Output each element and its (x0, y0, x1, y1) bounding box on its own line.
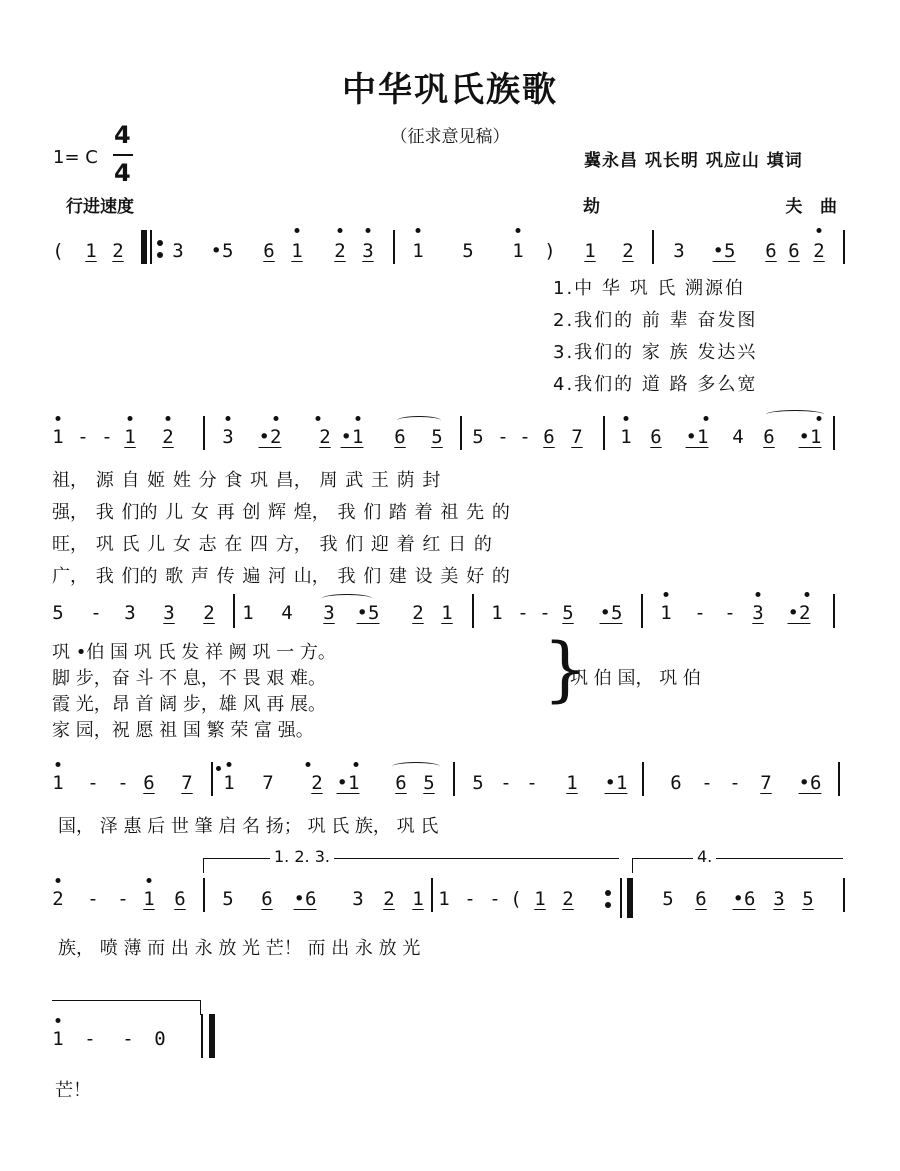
barline (233, 594, 235, 628)
note: 6 (394, 426, 406, 448)
note: - (701, 772, 713, 794)
octave-dot (356, 416, 361, 421)
lyric-verse-4: 广， 我 们的 歌 声 传 遍 河 山， 我 们 建 设 美 好 的 (52, 566, 510, 587)
octave-dot (128, 416, 133, 421)
page-title: 中华巩氏族歌 (342, 70, 558, 110)
note: 1 (242, 602, 254, 624)
verse-brace: } (543, 628, 588, 710)
note: •1 (604, 772, 628, 794)
note: 3 (752, 602, 764, 624)
note: 2 (562, 888, 574, 910)
note: 5 (52, 602, 64, 624)
lyric-line: 芒！ (55, 1080, 91, 1101)
time-signature-top: 4 (114, 121, 131, 149)
note: 6 (765, 240, 777, 262)
note: 6 (763, 426, 775, 448)
note: - (77, 426, 89, 448)
final-barline (209, 1014, 215, 1058)
note: 2 (622, 240, 634, 262)
barline (652, 230, 654, 264)
note: 1 (584, 240, 596, 262)
octave-dot (516, 228, 521, 233)
octave-dot (756, 592, 761, 597)
volta-continuation (52, 1000, 201, 1015)
system-2 (0, 414, 900, 587)
note: 3 (773, 888, 785, 910)
lyric-verse-3: 旺， 巩 氏 儿 女 志 在 四 方， 我 们 迎 着 红 日 的 (52, 534, 492, 555)
composer-name-1: 劫 (583, 197, 600, 217)
dot-mark (216, 766, 221, 771)
octave-dot (817, 228, 822, 233)
barline (843, 878, 845, 912)
octave-dot (56, 416, 61, 421)
octave-dot (338, 228, 343, 233)
note: 1 (660, 602, 672, 624)
octave-dot (56, 878, 61, 883)
barline (843, 230, 845, 264)
note: 2 (383, 888, 395, 910)
note: - (90, 602, 102, 624)
note: 2 (319, 426, 331, 448)
volta-first-ending (203, 847, 619, 873)
note: 6 (543, 426, 555, 448)
note: - (122, 1028, 134, 1050)
octave-dot (664, 592, 669, 597)
note: 6 (263, 240, 275, 262)
octave-dot (56, 1018, 61, 1023)
note: 7 (262, 772, 274, 794)
key-signature: 1= C (53, 147, 98, 168)
note: 3 (323, 602, 335, 624)
slur (766, 410, 824, 419)
octave-dot (366, 228, 371, 233)
tempo-marking: 行进速度 (66, 197, 134, 217)
note: 6 (395, 772, 407, 794)
note: 3 (124, 602, 136, 624)
note: 2 (311, 772, 323, 794)
note: 1 (412, 888, 424, 910)
octave-dot (805, 592, 810, 597)
note: •1 (340, 426, 364, 448)
system-4 (0, 760, 900, 840)
lyric-verse-3: 霞 光，昂 首 阔 步，雄 风 再 展。 (52, 694, 327, 715)
note: - (101, 426, 113, 448)
note: - (724, 602, 736, 624)
note: 1 (143, 888, 155, 910)
slur (392, 762, 440, 771)
note: 5 (472, 772, 484, 794)
note: 3 (673, 240, 685, 262)
barline (472, 594, 474, 628)
barline (453, 762, 455, 796)
time-signature-line (113, 154, 133, 156)
lyric-line: 族， 喷 薄 而 出 永 放 光 芒！ 而 出 永 放 光 (58, 938, 421, 959)
note: 1 (566, 772, 578, 794)
note: ( (510, 888, 522, 910)
note: 1 (52, 426, 64, 448)
note: 5 (562, 602, 574, 624)
lyric-verse-2: 强， 我 们的 儿 女 再 创 辉 煌， 我 们 踏 着 祖 先 的 (52, 502, 510, 523)
note: 7 (571, 426, 583, 448)
octave-dot (274, 416, 279, 421)
repeat-end-barline (627, 878, 633, 918)
repeat-dot (157, 252, 163, 258)
lyric-line: 国， 泽 惠 后 世 肇 启 名 扬； 巩 氏 族， 巩 氏 (58, 816, 439, 837)
note: 2 (813, 240, 825, 262)
barline (211, 762, 213, 796)
barline (460, 416, 462, 450)
note: 2 (112, 240, 124, 262)
lyric-verse-1: 1.中 华 巩 氏 溯源伯 (553, 278, 746, 299)
note: - (500, 772, 512, 794)
barline (203, 416, 205, 450)
slur (397, 416, 441, 425)
note: 3 (362, 240, 374, 262)
note: ) (544, 240, 556, 262)
octave-dot (704, 416, 709, 421)
system-3 (0, 594, 900, 744)
lyric-verse-2: 脚 步，奋 斗 不 息，不 畏 艰 难。 (52, 668, 327, 689)
note: 2 (412, 602, 424, 624)
note: - (84, 1028, 96, 1050)
note: 1 (52, 1028, 64, 1050)
note: •2 (258, 426, 282, 448)
note: - (539, 602, 551, 624)
note: 2 (334, 240, 346, 262)
barline (393, 230, 395, 264)
barline (620, 878, 622, 918)
note: 1 (52, 772, 64, 794)
barline (201, 1014, 203, 1058)
barline (431, 878, 433, 912)
note: - (526, 772, 538, 794)
note: 6 (695, 888, 707, 910)
note: - (464, 888, 476, 910)
note: •1 (685, 426, 709, 448)
composer-name-2: 夫 (785, 197, 803, 217)
note: •1 (336, 772, 360, 794)
note: 1 (534, 888, 546, 910)
note: 2 (203, 602, 215, 624)
note: - (87, 772, 99, 794)
note: 5 (431, 426, 443, 448)
note: - (497, 426, 509, 448)
note: 5 (472, 426, 484, 448)
note: 4 (281, 602, 293, 624)
note: 5 (662, 888, 674, 910)
octave-dot (354, 762, 359, 767)
octave-dot (306, 762, 311, 767)
time-signature-bottom: 4 (114, 159, 131, 187)
note: - (489, 888, 501, 910)
octave-dot (624, 416, 629, 421)
note: 1 (620, 426, 632, 448)
note: - (694, 602, 706, 624)
note: 3 (163, 602, 175, 624)
note: 7 (181, 772, 193, 794)
note: - (517, 602, 529, 624)
note: ( (52, 240, 64, 262)
octave-dot (166, 416, 171, 421)
note: 6 (143, 772, 155, 794)
note: 7 (760, 772, 772, 794)
volta-second-label: 4. (693, 847, 716, 866)
octave-dot (226, 416, 231, 421)
barline (838, 762, 840, 796)
octave-dot (56, 762, 61, 767)
lyric-verse-4: 4.我们的 道 路 多么宽 (553, 374, 758, 395)
octave-dot (316, 416, 321, 421)
note: 1 (85, 240, 97, 262)
barline (603, 416, 605, 450)
lyric-verse-3: 3.我们的 家 族 发达兴 (553, 342, 758, 363)
lyric-verse-4: 家 园，祝 愿 祖 国 繁 荣 富 强。 (52, 720, 314, 741)
volta-second-ending (632, 847, 843, 873)
note: - (729, 772, 741, 794)
octave-dot (416, 228, 421, 233)
note: 6 (670, 772, 682, 794)
composer-suffix: 曲 (819, 197, 837, 217)
note: - (117, 772, 129, 794)
note: 6 (261, 888, 273, 910)
octave-dot (147, 878, 152, 883)
note: - (519, 426, 531, 448)
note: •5 (356, 602, 380, 624)
note: - (87, 888, 99, 910)
note: 2 (162, 426, 174, 448)
note: 5 (423, 772, 435, 794)
note: 6 (174, 888, 186, 910)
note: 6 (788, 240, 800, 262)
note: •6 (798, 772, 822, 794)
note: 6 (650, 426, 662, 448)
lyric-verse-1: 巩 •伯 国 巩 氏 发 祥 阙 巩 一 方。 (52, 642, 336, 663)
note: 1 (491, 602, 503, 624)
barline (642, 762, 644, 796)
note: •1 (798, 426, 822, 448)
barline (641, 594, 643, 628)
note: 1 (412, 240, 424, 262)
system-5 (0, 846, 900, 966)
note: 0 (154, 1028, 166, 1050)
note: •2 (787, 602, 811, 624)
repeat-dot (605, 902, 611, 908)
system-6 (0, 990, 900, 1100)
volta-first-label: 1. 2. 3. (270, 847, 334, 866)
note: •5 (599, 602, 623, 624)
lyricist-credit: 冀永昌 巩长明 巩应山 填词 (584, 151, 803, 171)
repeat-dot (157, 240, 163, 246)
note: •6 (293, 888, 317, 910)
repeat-dot (605, 890, 611, 896)
barline (203, 878, 205, 912)
note: 1 (223, 772, 235, 794)
note: 1 (438, 888, 450, 910)
note: 4 (732, 426, 744, 448)
note: 3 (352, 888, 364, 910)
octave-dot (295, 228, 300, 233)
lyric-verse-1: 祖， 源 自 姬 姓 分 食 巩 昌， 周 武 王 荫 封 (52, 470, 441, 491)
note: 5 (222, 888, 234, 910)
note: 3 (172, 240, 184, 262)
barline (150, 230, 152, 264)
note: •6 (732, 888, 756, 910)
note: 2 (52, 888, 64, 910)
repeat-start-barline (141, 230, 147, 264)
system-1 (0, 222, 900, 402)
note: - (117, 888, 129, 910)
lyric-refrain: 巩 伯 国， 巩 伯 (570, 668, 701, 689)
barline (833, 594, 835, 628)
barline (833, 416, 835, 450)
composer-credit (583, 192, 837, 217)
note: 3 (222, 426, 234, 448)
note: 1 (512, 240, 524, 262)
octave-dot (817, 416, 822, 421)
lyric-verse-2: 2.我们的 前 辈 奋发图 (553, 310, 758, 331)
note: 1 (124, 426, 136, 448)
note: 5 (462, 240, 474, 262)
note: •5 (210, 240, 234, 262)
note: 5 (802, 888, 814, 910)
octave-dot (227, 762, 232, 767)
subtitle: （征求意见稿） (390, 127, 510, 147)
note: 1 (291, 240, 303, 262)
note: 1 (441, 602, 453, 624)
note: •5 (712, 240, 736, 262)
